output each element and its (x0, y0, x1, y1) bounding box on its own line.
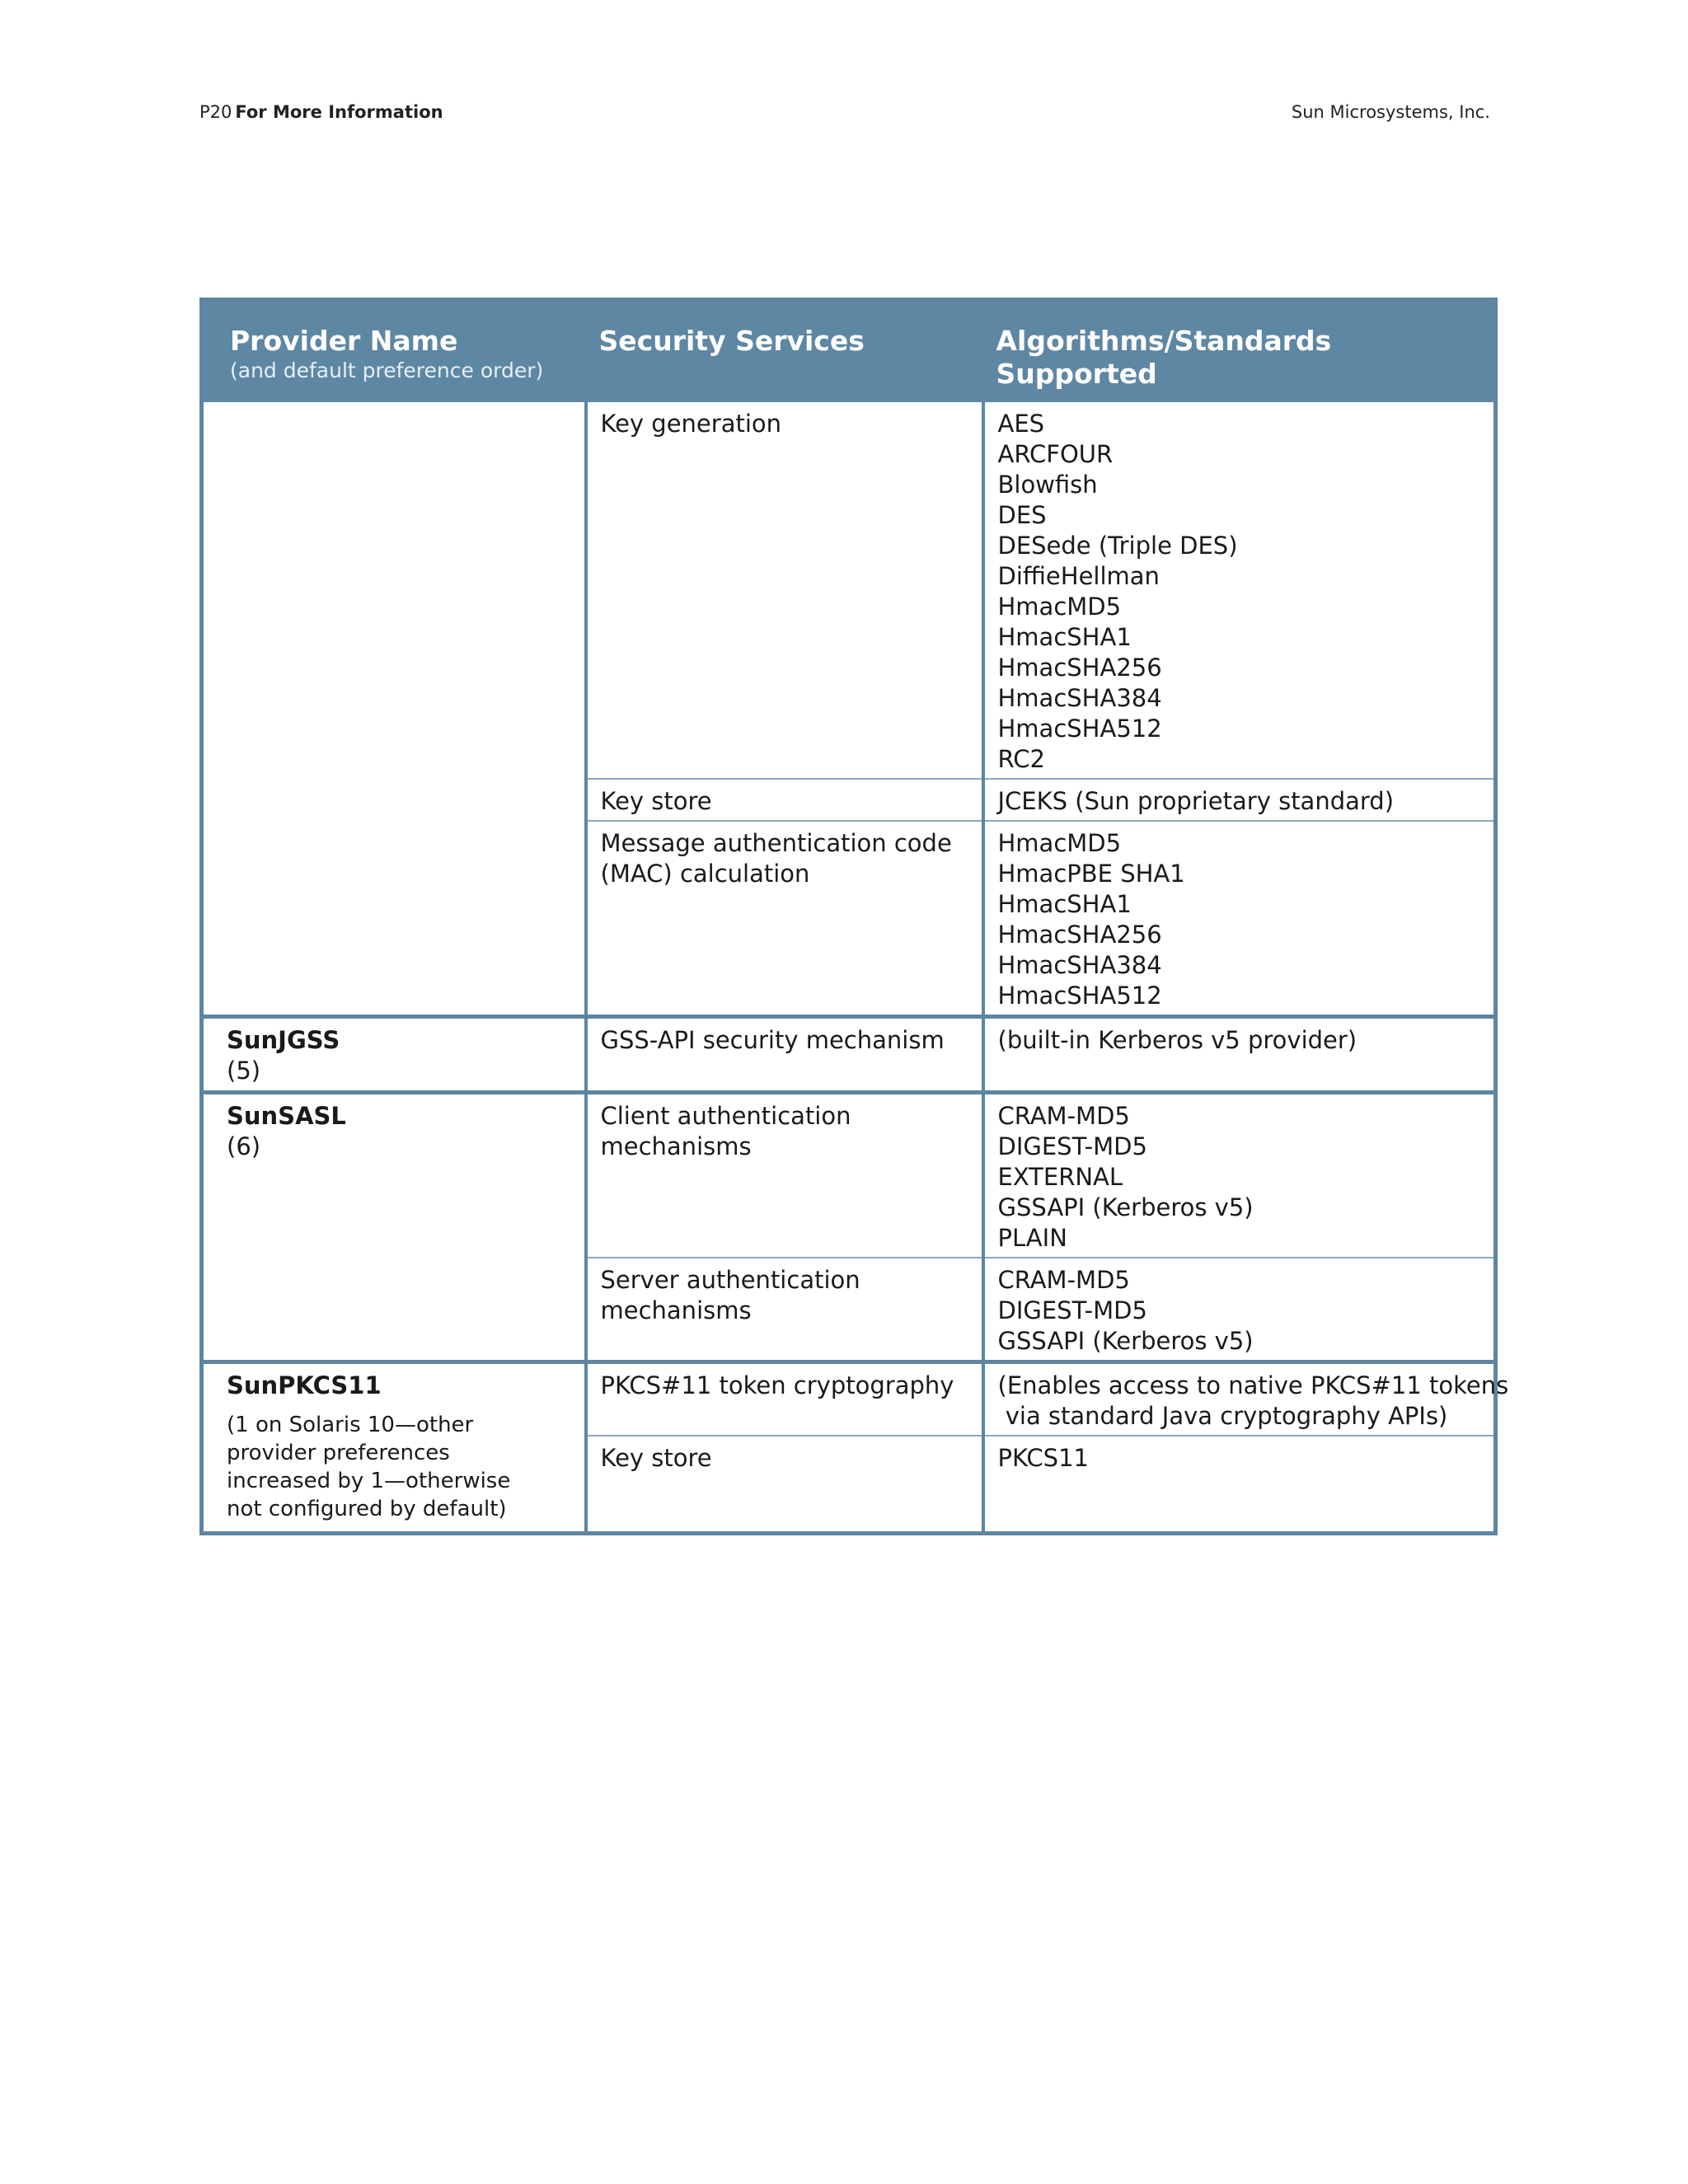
service-cell: GSS-API security mechanism (586, 1017, 983, 1093)
table-row (202, 1362, 1496, 1436)
algorithms-cell (983, 779, 1496, 821)
algorithm-item: CRAM-MD5 (997, 1266, 1130, 1294)
algorithm-list (998, 1443, 1484, 1474)
algorithm-item: HmacMD5 (997, 593, 1122, 621)
algorithms-cell (983, 1258, 1496, 1362)
column-header-algorithms-title: Algorithms/Standards Supported (996, 325, 1332, 390)
column-header-provider (202, 300, 586, 403)
table-header-row (202, 300, 1496, 403)
algorithm-item: HmacSHA256 (997, 921, 1162, 949)
provider-cell-sunpkcs11 (202, 1362, 586, 1534)
algorithm-item: CRAM-MD5 (997, 1102, 1130, 1130)
algorithms-cell (983, 1017, 1496, 1093)
column-header-services-title: Security Services (598, 325, 865, 357)
algorithm-item: DES (997, 501, 1047, 529)
algorithm-item: via standard Java cryptography APIs) (997, 1402, 1448, 1430)
algorithm-item: HmacMD5 (997, 829, 1122, 857)
algorithm-item: HmacSHA512 (997, 982, 1162, 1010)
column-header-provider-subtitle: (and default preference order) (230, 359, 544, 382)
service-cell: Key generation (586, 402, 983, 779)
service-cell: Key store (586, 779, 983, 821)
algorithm-item: HmacSHA256 (997, 654, 1162, 682)
algorithms-cell (983, 821, 1496, 1017)
header-left (199, 99, 443, 125)
service-cell: Server authentication mechanisms (586, 1258, 983, 1362)
service-cell: Key store (586, 1436, 983, 1533)
provider-name: SunPKCS11 (227, 1371, 382, 1399)
service-cell: PKCS#11 token cryptography (586, 1362, 983, 1436)
algorithm-item: PKCS11 (997, 1444, 1089, 1472)
column-header-algorithms (983, 300, 1496, 403)
algorithm-item: GSSAPI (Kerberos v5) (997, 1327, 1254, 1355)
provider-name: SunJGSS (227, 1026, 340, 1054)
provider-cell-continued (202, 402, 586, 1017)
algorithm-item: (built-in Kerberos v5 provider) (997, 1026, 1357, 1054)
algorithm-list (998, 409, 1484, 775)
provider-note: (1 on Solaris 10—other provider preferences increased by 1—otherwise not configured by default) (227, 1413, 511, 1521)
provider-order: (6) (227, 1132, 261, 1160)
algorithm-list (998, 1101, 1484, 1254)
algorithms-cell (983, 1362, 1509, 1436)
algorithm-item: HmacSHA1 (997, 890, 1132, 918)
algorithms-cell (983, 402, 1496, 779)
algorithm-list (997, 1371, 1509, 1432)
algorithm-item: AES (997, 410, 1045, 438)
algorithm-list (998, 786, 1484, 817)
algorithm-item: HmacSHA512 (997, 715, 1162, 743)
column-header-services (586, 300, 983, 403)
algorithm-item: HmacPBE SHA1 (997, 860, 1185, 888)
table-row (202, 402, 1496, 779)
algorithm-item: HmacSHA1 (997, 623, 1132, 651)
service-cell: Message authentication code (MAC) calculation (586, 821, 983, 1017)
service-cell: Client authentication mechanisms (586, 1093, 983, 1258)
column-header-provider-title: Provider Name (230, 325, 458, 357)
provider-cell-sunsasl (202, 1093, 586, 1362)
security-providers-table (199, 298, 1509, 1535)
algorithms-cell (983, 1093, 1496, 1258)
algorithm-item: DIGEST-MD5 (997, 1132, 1147, 1160)
page-number: P20 (199, 102, 232, 122)
company-name: Sun Microsystems, Inc. (1291, 102, 1490, 122)
provider-name: SunSASL (227, 1102, 346, 1130)
algorithm-item: JCEKS (Sun proprietary standard) (997, 787, 1395, 815)
algorithm-item: RC2 (997, 745, 1045, 773)
algorithm-item: DIGEST-MD5 (997, 1296, 1147, 1324)
algorithm-list (998, 1265, 1484, 1357)
algorithm-item: ARCFOUR (997, 440, 1114, 468)
algorithm-item: HmacSHA384 (997, 951, 1162, 979)
table-row (202, 1093, 1496, 1258)
algorithm-item: DESede (Triple DES) (997, 532, 1238, 560)
algorithm-item: GSSAPI (Kerberos v5) (997, 1193, 1254, 1221)
section-title: For More Information (235, 102, 443, 122)
algorithm-item: DiffieHellman (997, 562, 1160, 590)
algorithm-item: PLAIN (997, 1224, 1067, 1252)
provider-order: (5) (227, 1057, 261, 1085)
algorithm-item: HmacSHA384 (997, 684, 1162, 712)
algorithm-item: Blowfish (997, 471, 1098, 499)
algorithm-list (998, 828, 1484, 1011)
algorithms-cell (983, 1436, 1496, 1533)
provider-cell-sunjgss (202, 1017, 586, 1093)
algorithm-item: (Enables access to native PKCS#11 tokens (997, 1371, 1509, 1399)
algorithm-item: EXTERNAL (997, 1163, 1123, 1191)
table-row (202, 1017, 1496, 1093)
page-header (199, 99, 1490, 125)
algorithm-list (998, 1025, 1484, 1056)
